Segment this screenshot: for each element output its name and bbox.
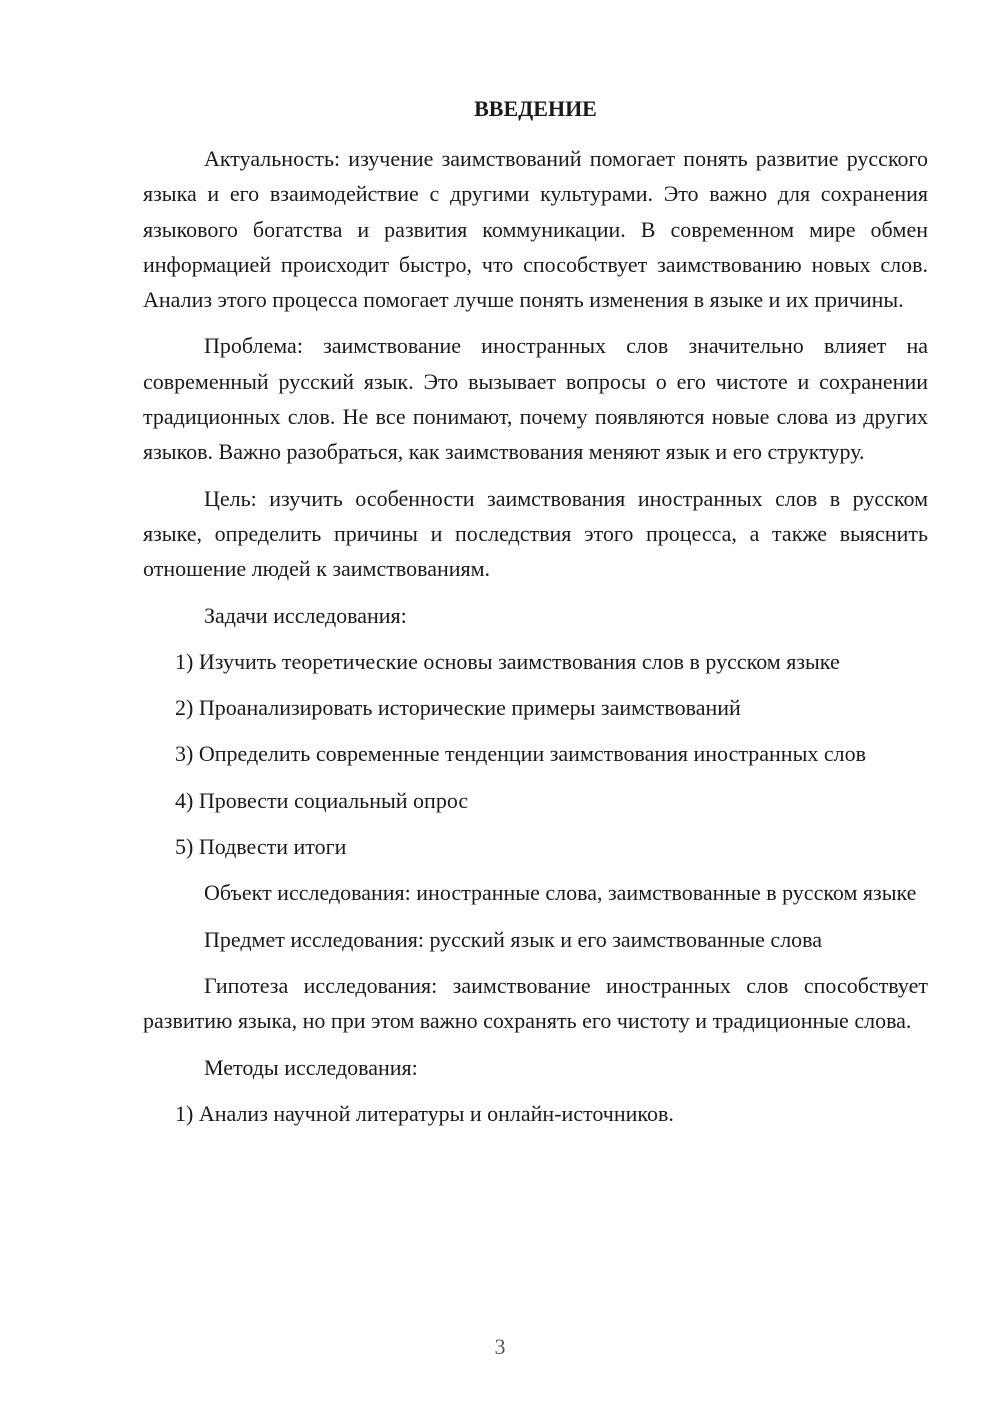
section-title: ВВЕДЕНИЕ [474, 96, 597, 121]
task-item-4: 4) Провести социальный опрос [175, 787, 469, 813]
method-item-1: 1) Анализ научной литературы и онлайн-источников. [175, 1100, 674, 1126]
paragraph-problem: Проблема: заимствование иностранных слов значительно влияет на современный русский язык. Это вызывает вопросы о его чистоте и сохранении традиционных слов. Не все понимают, почему появляются новые слова из других языков. Важно разобраться, как заимствования меняют язык и его структуру. [143, 333, 928, 465]
task-item-1: 1) Изучить теоретические основы заимствования слов в русском языке [175, 648, 840, 674]
paragraph-goal: Цель: изучить особенности заимствования иностранных слов в русском языке, определить причины и последствия этого процесса, а также выяснить отношение людей к заимствованиям. [143, 485, 928, 582]
task-item-3: 3) Определить современные тенденции заимствования иностранных слов [175, 741, 866, 767]
task-item-5: 5) Подвести итоги [175, 834, 347, 860]
tasks-heading: Задачи исследования: [204, 602, 407, 628]
methods-heading: Методы исследования: [204, 1054, 418, 1080]
research-subject: Предмет исследования: русский язык и его заимствованные слова [204, 926, 823, 952]
page-content [143, 90, 928, 1142]
page-number: 3 [494, 1334, 506, 1359]
task-item-2: 2) Проанализировать исторические примеры заимствований [175, 695, 741, 721]
paragraph-relevance: Актуальность: изучение заимствований помогает понять развитие русского языка и его взаимодействие с другими культурами. Это важно для сохранения языкового богатства и развития коммуникации. В современном мире обмен информацией происходит быстро, что способствует заимствованию новых слов. Анализ этого процесса помогает лучше понять изменения в языке и их причины. [143, 146, 928, 313]
research-hypothesis: Гипотеза исследования: заимствование иностранных слов способствует развитию языка, но при этом важно сохранять его чистоту и традиционные слова. [143, 972, 928, 1034]
research-object: Объект исследования: иностранные слова, заимствованные в русском языке [204, 880, 917, 906]
